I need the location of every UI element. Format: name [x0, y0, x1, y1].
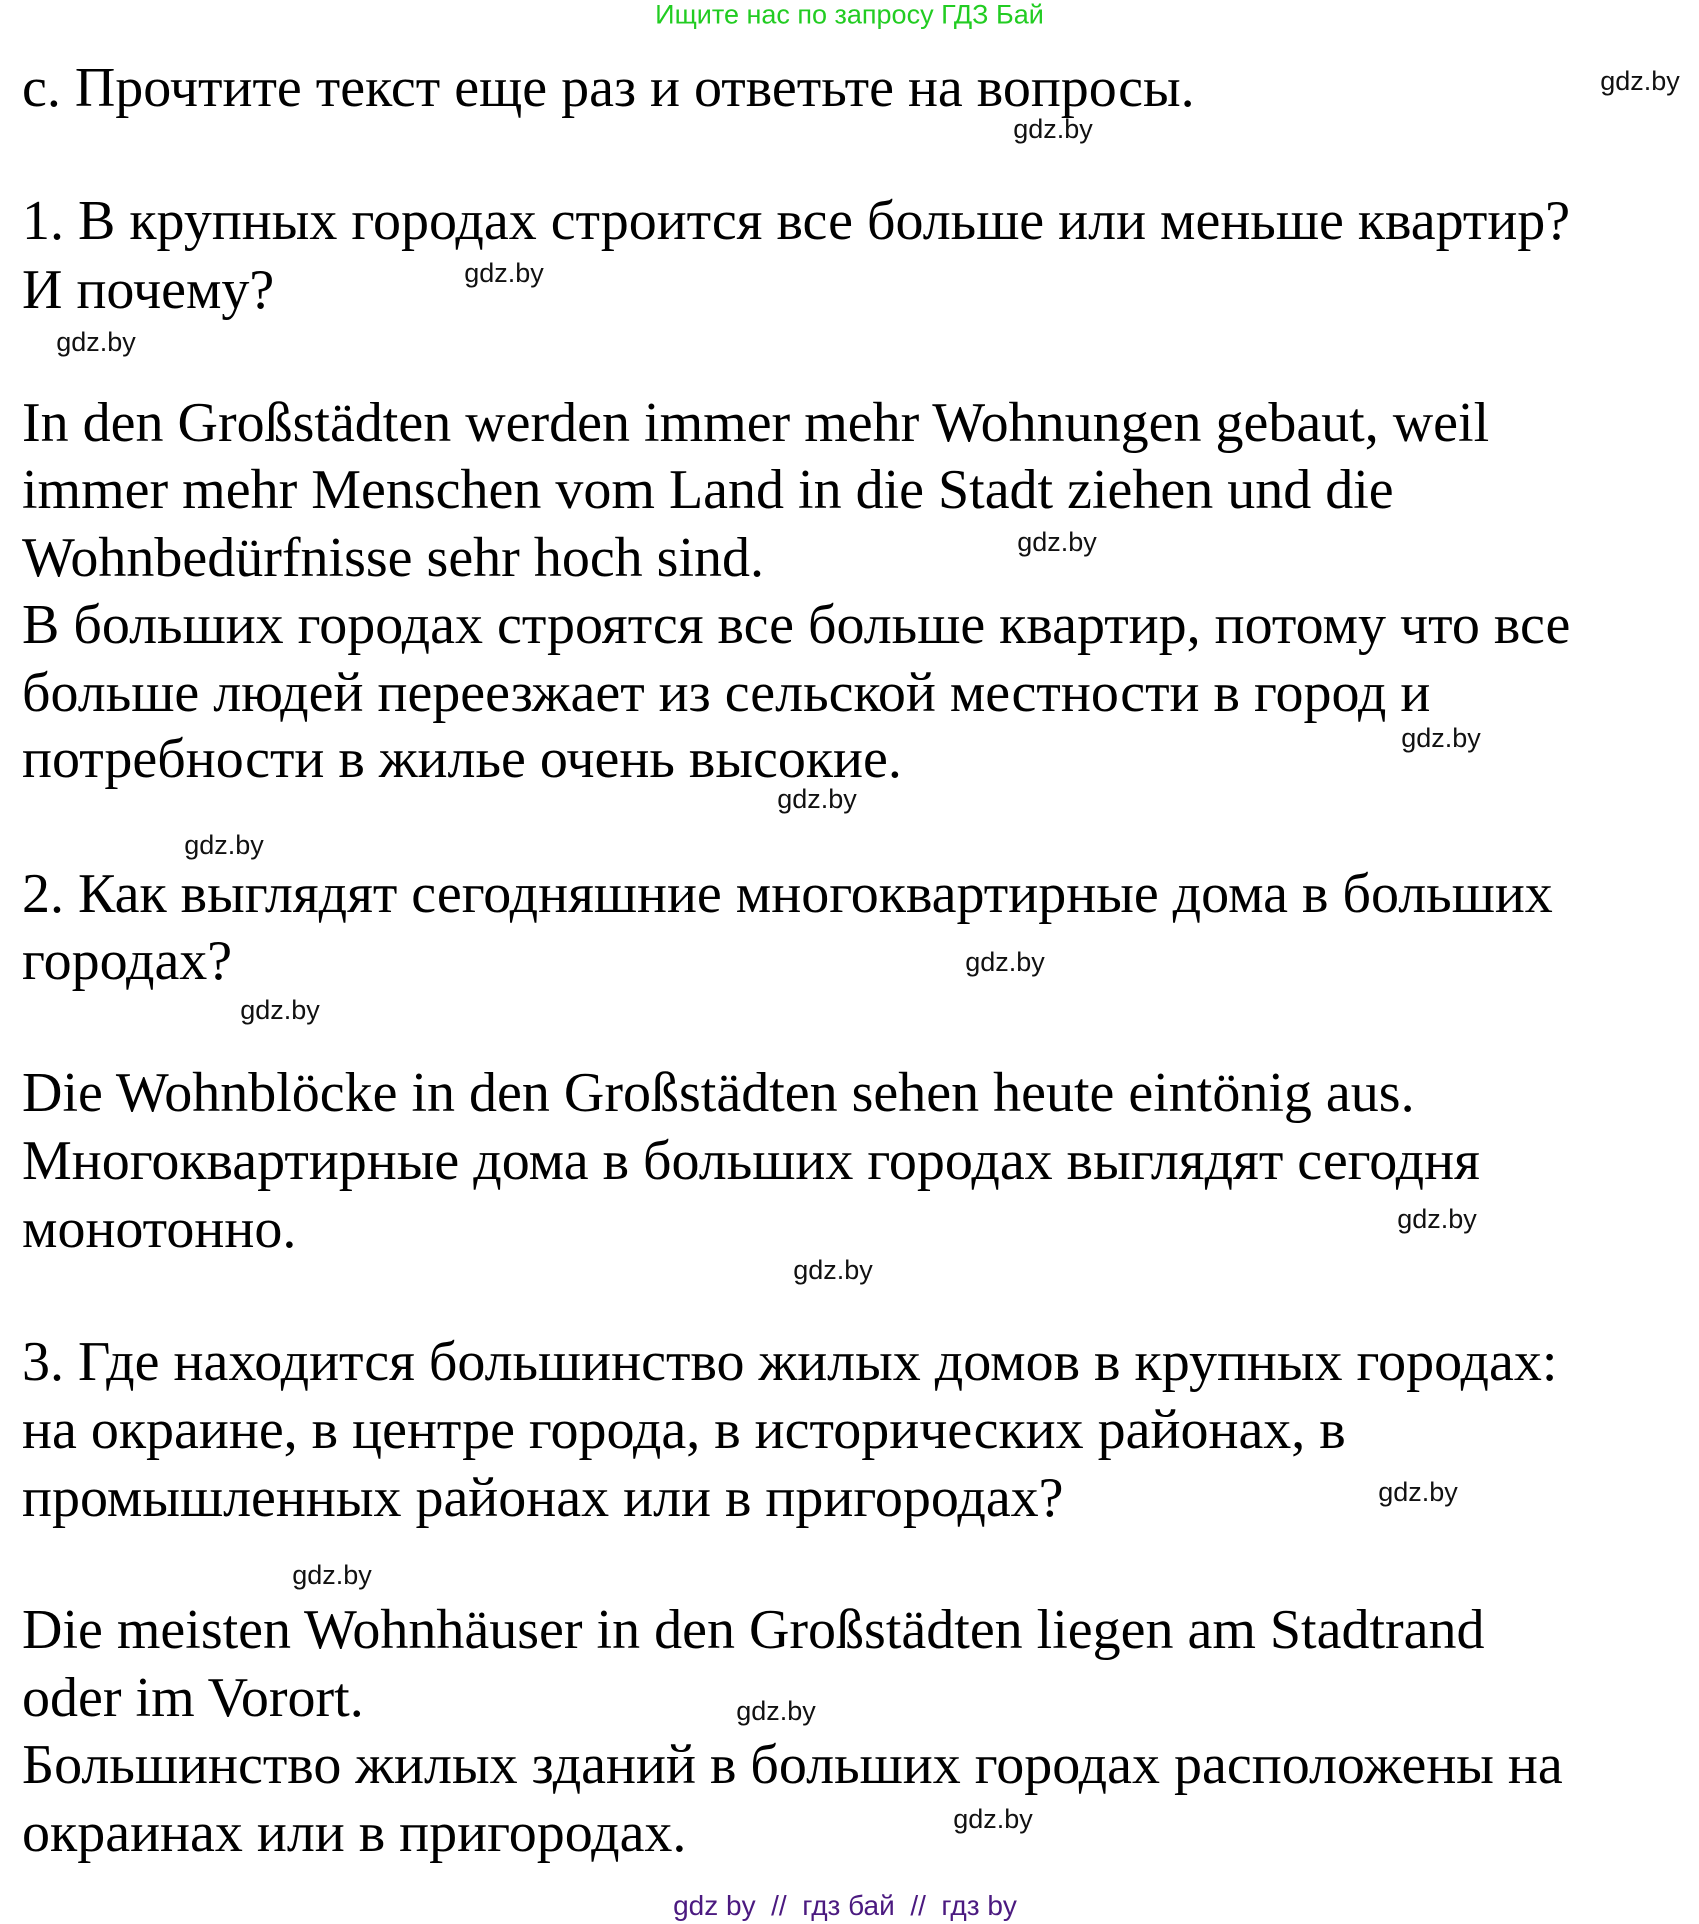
- watermark: gdz.by: [56, 327, 136, 357]
- watermark: gdz.by: [777, 784, 857, 814]
- question-3-line: 3. Где находится большинство жилых домов в крупных городах:: [22, 1331, 1558, 1393]
- question-1-line: И почему?: [22, 259, 275, 321]
- question-3-line: на окраине, в центре города, в исторических районах, в: [22, 1399, 1346, 1461]
- question-2-line: 2. Как выглядят сегодняшние многоквартирные дома в больших: [22, 863, 1553, 925]
- watermark: gdz.by: [1401, 723, 1481, 753]
- answer-1-de-line: Wohnbedürfnisse sehr hoch sind.: [22, 527, 765, 589]
- watermark: gdz.by: [1017, 527, 1097, 557]
- watermark: gdz.by: [240, 995, 320, 1025]
- answer-2-ru-line: Многоквартирные дома в больших городах выглядят сегодня: [22, 1130, 1480, 1192]
- watermark: gdz.by: [464, 258, 544, 288]
- watermark: gdz.by: [184, 830, 264, 860]
- watermark: gdz.by: [965, 947, 1045, 977]
- search-banner: Ищите нас по запросу ГДЗ Бай: [655, 0, 1044, 30]
- watermark: gdz.by: [953, 1804, 1033, 1834]
- watermark: gdz.by: [736, 1696, 816, 1726]
- watermark: gdz.by: [1397, 1204, 1477, 1234]
- answer-2-ru-line: монотонно.: [22, 1198, 297, 1260]
- footer-links[interactable]: gdz by // гдз бай // гдз by: [673, 1890, 1017, 1921]
- answer-1-ru-line: больше людей переезжает из сельской местности в город и: [22, 662, 1431, 724]
- watermark: gdz.by: [793, 1255, 873, 1285]
- watermark: gdz.by: [1378, 1477, 1458, 1507]
- answer-1-ru-line: В больших городах строятся все больше квартир, потому что все: [22, 594, 1571, 656]
- question-3-line: промышленных районах или в пригородах?: [22, 1467, 1064, 1529]
- question-1-line: 1. В крупных городах строится все больше или меньше квартир?: [22, 190, 1571, 252]
- task-heading-line: c. Прочтите текст еще раз и ответьте на вопросы.: [22, 57, 1195, 119]
- answer-1-de-line: In den Großstädten werden immer mehr Wohnungen gebaut, weil: [22, 392, 1490, 454]
- answer-3-ru-line: окраинах или в пригородах.: [22, 1802, 687, 1864]
- watermark: gdz.by: [1013, 114, 1093, 144]
- watermark: gdz.by: [292, 1560, 372, 1590]
- answer-1-de-line: immer mehr Menschen vom Land in die Stadt ziehen und die: [22, 459, 1394, 521]
- answer-3-de-line: oder im Vorort.: [22, 1667, 364, 1729]
- watermark: gdz.by: [1600, 66, 1680, 96]
- answer-2-de-line: Die Wohnblöcke in den Großstädten sehen heute eintönig aus.: [22, 1062, 1415, 1124]
- answer-3-ru-line: Большинство жилых зданий в больших городах расположены на: [22, 1734, 1563, 1796]
- question-2-line: городах?: [22, 930, 233, 992]
- answer-3-de-line: Die meisten Wohnhäuser in den Großstädten liegen am Stadtrand: [22, 1599, 1485, 1661]
- answer-1-ru-line: потребности в жилье очень высокие.: [22, 728, 902, 790]
